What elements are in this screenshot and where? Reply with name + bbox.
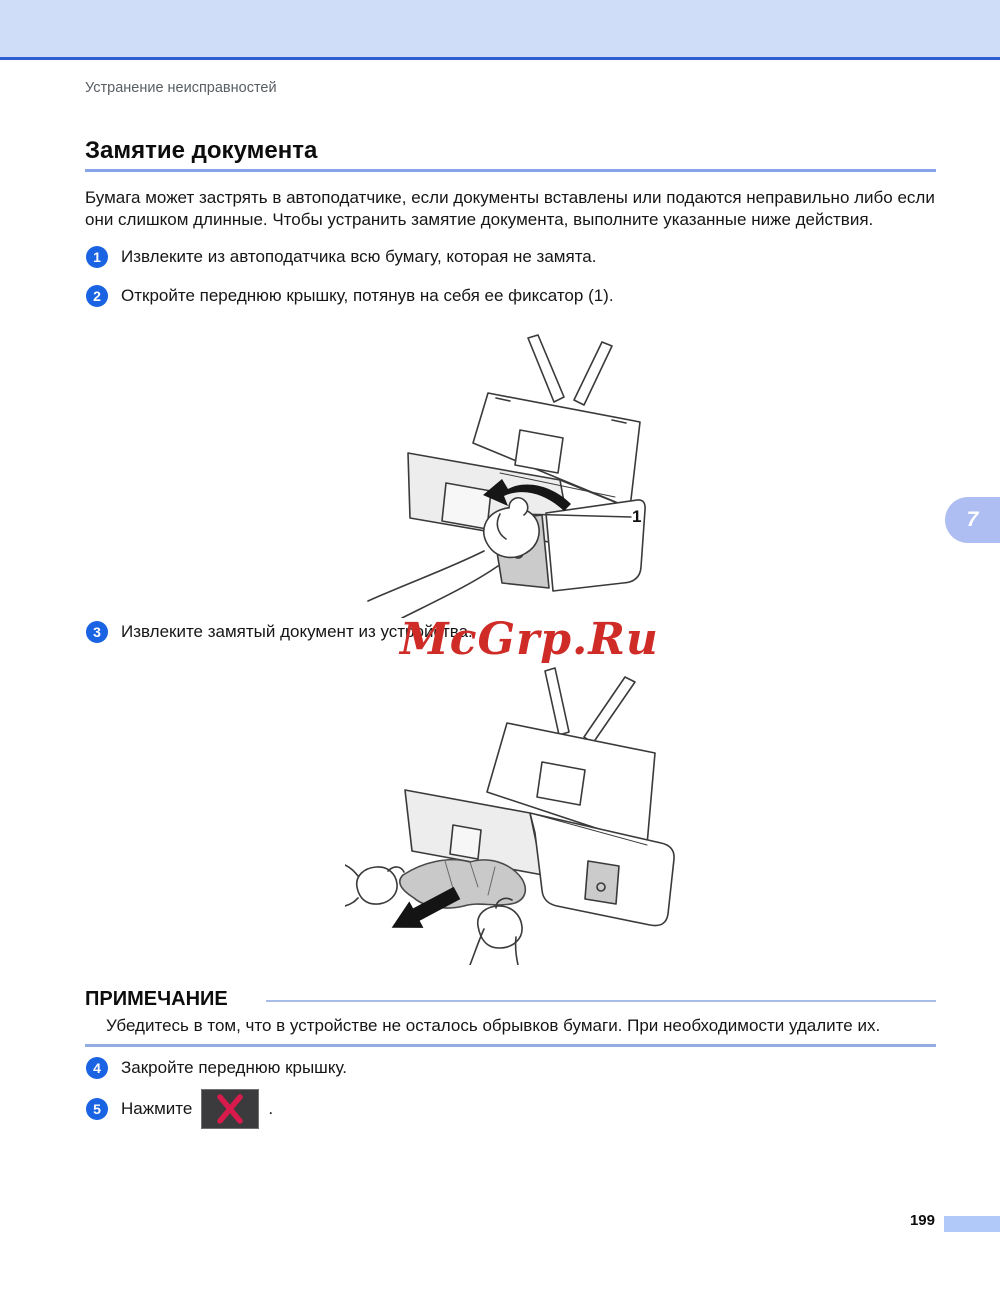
- step-number-badge: 5: [86, 1098, 108, 1120]
- step-text: [121, 1089, 273, 1129]
- note-bottom-rule: [85, 1044, 936, 1047]
- step-text-after: .: [268, 1099, 274, 1118]
- note-body: Убедитесь в том, что в устройстве не осталось обрывков бумаги. При необходимости удалите их.: [106, 1016, 881, 1035]
- step-row-2: [86, 285, 614, 307]
- header-band: [0, 0, 1000, 57]
- breadcrumb: Устранение неисправностей: [85, 80, 277, 96]
- page-number: 199: [909, 1212, 935, 1229]
- note-heading: ПРИМЕЧАНИЕ: [85, 988, 228, 1010]
- step-number-badge: 1: [86, 246, 108, 268]
- scanner-open-cover-illustration: [350, 333, 705, 618]
- step-number-badge: 3: [86, 621, 108, 643]
- step-text: Откройте переднюю крышку, потянув на себя ее фиксатор (1).: [121, 286, 614, 305]
- step-text: Извлеките замятый документ из устройства.: [121, 622, 473, 641]
- step-text-before: Нажмите: [121, 1099, 193, 1118]
- header-rule: [0, 57, 1000, 60]
- footer-bar: [944, 1216, 1000, 1232]
- step-number-badge: 2: [86, 285, 108, 307]
- intro-paragraph: Бумага может застрять в автоподатчике, если документы вставлены или подаются неправильно либо если они слишком длинные. Чтобы устранить замятие документа, выполните указанные ниже действия.: [85, 188, 935, 229]
- title-underline: [85, 169, 936, 172]
- scanner-remove-jam-illustration: [345, 665, 720, 965]
- step-text: Закройте переднюю крышку.: [121, 1058, 347, 1077]
- step-row-4: [86, 1057, 347, 1079]
- watermark: McGrp.Ru: [400, 614, 659, 665]
- step-text: Извлеките из автоподатчика всю бумагу, которая не замята.: [121, 247, 597, 266]
- step-row-1: [86, 246, 596, 268]
- note-heading-rule: [266, 1000, 936, 1002]
- chapter-tab: 7: [945, 497, 1000, 543]
- step-number-badge: 4: [86, 1057, 108, 1079]
- page-title: Замятие документа: [85, 137, 318, 164]
- figure-callout-label: 1: [632, 507, 642, 526]
- step-row-5: [86, 1089, 273, 1129]
- cancel-button-image: [201, 1089, 259, 1129]
- cancel-x-icon: [214, 1093, 246, 1125]
